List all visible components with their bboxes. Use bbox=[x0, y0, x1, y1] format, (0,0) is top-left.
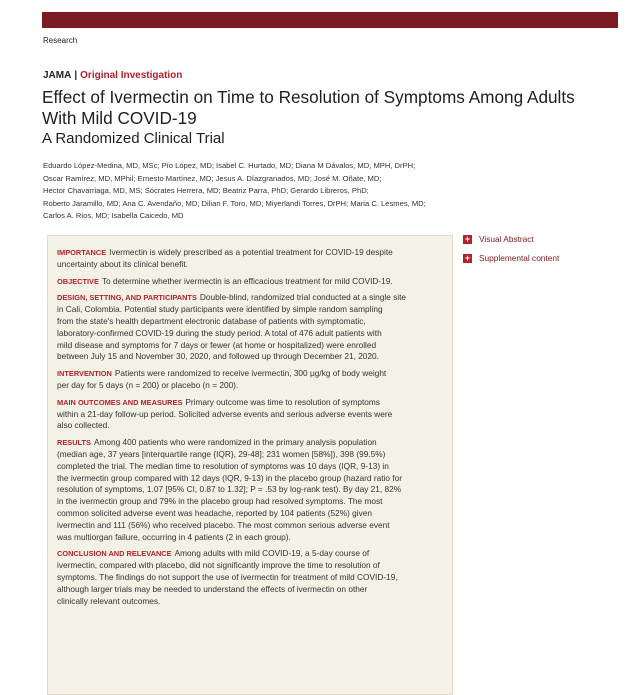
abstract-line bbox=[57, 484, 442, 496]
abstract-box bbox=[47, 235, 453, 695]
abstract-text: (median age, 37 years [interquartile range {IQR}, 29-48]; 231 women [58%]), 398 (99.5%) bbox=[57, 448, 386, 459]
abstract-line bbox=[57, 548, 442, 560]
abstract-text: between July 15 and November 30, 2020, and followed up through December 21, 2020. bbox=[57, 351, 379, 362]
article-subtitle: A Randomized Clinical Trial bbox=[42, 130, 225, 147]
abstract-section-main-outcomes-and-measures bbox=[57, 397, 442, 432]
journal-line bbox=[43, 70, 182, 81]
abstract-text: clinically relevant outcomes. bbox=[57, 595, 161, 606]
abstract-text: ivermectin, compared with placebo, did not significantly improve the time to resolution of bbox=[57, 560, 380, 571]
abstract-text: laboratory-confirmed COVID-19 during the study period. A total of 476 adult patients with bbox=[57, 327, 382, 338]
abstract-line bbox=[57, 259, 442, 271]
abstract-line bbox=[57, 380, 442, 392]
article-type: Original Investigation bbox=[80, 70, 183, 81]
abstract-text: ivermectin and 111 (56%) who received placebo. The most common serious adverse event bbox=[57, 519, 390, 530]
abstract-section-conclusion-and-relevance bbox=[57, 548, 442, 607]
abstract-heading: OBJECTIVE bbox=[57, 276, 99, 286]
abstract-text: Among 400 patients who were randomized in the primary analysis population bbox=[93, 437, 377, 448]
author-line: Hector Chavarriaga, MD, MS; Sócrates Herrera, MD; Beatriz Parra, PhD; Gerardo Libreros, PhD; bbox=[43, 186, 369, 196]
abstract-line bbox=[57, 473, 442, 485]
abstract-text: Among adults with mild COVID-19, a 5-day course of bbox=[174, 548, 370, 559]
abstract-line bbox=[57, 276, 442, 288]
abstract-line bbox=[57, 420, 442, 432]
article-title: Effect of Ivermectin on Time to Resolution of Symptoms Among Adults With Mild COVID-19 bbox=[42, 87, 575, 128]
abstract-text: the ivermectin group compared with 12 days (IQR, 9-13) in the placebo group (hazard ratio for bbox=[57, 472, 402, 483]
abstract-line bbox=[57, 316, 442, 328]
abstract-line bbox=[57, 596, 442, 608]
abstract-text: per day for 5 days (n = 200) or placebo (n = 200). bbox=[57, 379, 239, 390]
abstract-section-objective bbox=[57, 276, 442, 288]
abstract-section-results bbox=[57, 437, 442, 543]
section-label: Research bbox=[43, 36, 78, 45]
abstract-text: was multiorgan failure, occurring in 4 patients (2 in each group). bbox=[57, 531, 291, 542]
author-line: Oscar Ramírez, MD, MPhil; Ernesto Martínez, MD; Jesus A. Díazgranados, MD; José M. Oñate, MD; bbox=[43, 173, 382, 183]
abstract-text: To determine whether ivermectin is an efficacious treatment for mild COVID-19. bbox=[101, 275, 393, 286]
abstract-text: mild disease and symptoms for 7 days or fewer (at home or hospitalized) were enrolled bbox=[57, 339, 377, 350]
abstract-line bbox=[57, 304, 442, 316]
abstract-line bbox=[57, 437, 442, 449]
abstract-text: in Cali, Colombia. Potential study participants were identified by simple random sampling bbox=[57, 304, 383, 315]
abstract-text: also collected. bbox=[57, 420, 110, 431]
journal-separator: | bbox=[74, 70, 78, 81]
journal-header-bar bbox=[42, 12, 618, 28]
abstract-line bbox=[57, 584, 442, 596]
abstract-heading: MAIN OUTCOMES AND MEASURES bbox=[57, 397, 183, 407]
author-line: Carlos A. Rios, MD; Isabella Caicedo, MD bbox=[43, 211, 184, 221]
abstract-text: within a 21-day follow-up period. Solicited adverse events and serious adverse events were bbox=[57, 408, 393, 419]
abstract-line bbox=[57, 368, 442, 380]
abstract-line bbox=[57, 508, 442, 520]
abstract-line bbox=[57, 572, 442, 584]
side-link-label: Supplemental content bbox=[479, 253, 560, 263]
abstract-line bbox=[57, 496, 442, 508]
plus-icon: + bbox=[464, 252, 471, 263]
author-list bbox=[43, 160, 603, 223]
abstract-text: Patients were randomized to receive ivermectin, 300 μg/kg of body weight bbox=[114, 368, 387, 379]
abstract-section-intervention bbox=[57, 368, 442, 392]
side-link-label: Visual Abstract bbox=[479, 234, 534, 244]
side-link-supplemental-content[interactable] bbox=[463, 253, 559, 263]
abstract-line bbox=[57, 340, 442, 352]
abstract-heading: IMPORTANCE bbox=[57, 248, 107, 257]
abstract-text: in the ivermectin group and 79% in the placebo group had resolved symptoms. The most bbox=[57, 496, 383, 507]
abstract-line bbox=[57, 520, 442, 532]
abstract-text: completed the trial. The median time to resolution of symptoms was 10 days (IQR, 9-13) in bbox=[57, 460, 389, 471]
abstract-text: from the state's health department electronic database of patients with symptomatic, bbox=[57, 315, 366, 326]
side-link-visual-abstract[interactable] bbox=[463, 234, 559, 244]
abstract-line bbox=[57, 461, 442, 473]
author-line: Eduardo López-Medina, MD, MSc; Pío López, MD; Isabel C. Hurtado, MD; Diana M Dávalos, MD, MPH, DrPH; bbox=[43, 161, 416, 170]
plus-icon: + bbox=[464, 233, 471, 244]
abstract-text: symptoms. The findings do not support the use of ivermectin for treatment of mild COVID-19, bbox=[57, 571, 398, 582]
abstract-text: common solicited adverse event was headache, reported by 104 patients (52%) given bbox=[57, 507, 373, 518]
abstract-heading: INTERVENTION bbox=[57, 369, 112, 379]
abstract-line bbox=[57, 351, 442, 363]
abstract-text: resolution of symptoms, 1.07 [95% CI, 0.87 to 1.32]; P = .53 by log-rank test). By day 21, 82% bbox=[57, 484, 402, 495]
abstract-line bbox=[57, 449, 442, 461]
abstract-line bbox=[57, 247, 442, 259]
abstract-text: Double-blind, randomized trial conducted at a single site bbox=[199, 292, 407, 303]
abstract-line bbox=[57, 532, 442, 544]
author-line: Roberto Jaramillo, MD; Ana C. Avendaño, MD; Dilian F. Toro, MD; Miyerlandi Torres, DrPH; Maria C. Lesmes, MD; bbox=[43, 198, 426, 208]
abstract-heading: CONCLUSION AND RELEVANCE bbox=[57, 549, 172, 559]
abstract-section-design-setting-and-participants bbox=[57, 292, 442, 363]
abstract-text: Ivermectin is widely prescribed as a potential treatment for COVID-19 despite bbox=[109, 247, 393, 257]
abstract-heading: DESIGN, SETTING, AND PARTICIPANTS bbox=[57, 293, 197, 303]
abstract-line bbox=[57, 409, 442, 421]
abstract-section-importance bbox=[57, 247, 442, 271]
abstract-text: Primary outcome was time to resolution of symptoms bbox=[185, 396, 380, 407]
abstract-line bbox=[57, 292, 442, 304]
abstract-text: although larger trials may be needed to understand the effects of ivermectin on other bbox=[57, 583, 368, 594]
journal-name: JAMA bbox=[43, 70, 72, 81]
abstract-line bbox=[57, 397, 442, 409]
abstract-line bbox=[57, 560, 442, 572]
side-links bbox=[463, 234, 559, 272]
abstract-heading: RESULTS bbox=[57, 438, 91, 448]
abstract-text: uncertainty about its clinical benefit. bbox=[57, 258, 188, 269]
abstract-line bbox=[57, 328, 442, 340]
